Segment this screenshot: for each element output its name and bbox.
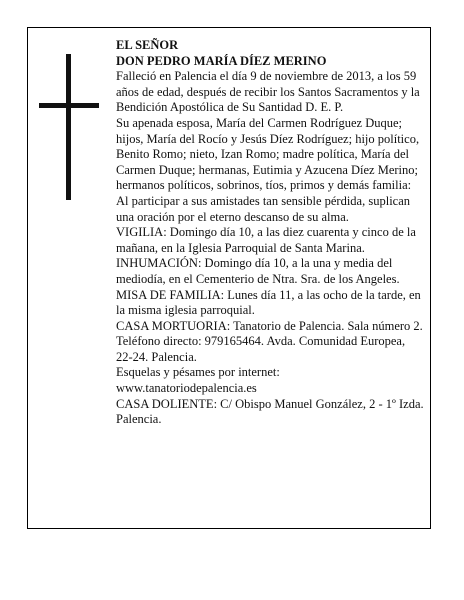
title-line-1: EL SEÑOR (116, 38, 179, 52)
family-home-info: CASA DOLIENTE: C/ Obispo Manuel González, 2 - 1º Izda. Palencia. (116, 396, 424, 427)
obituary-text (116, 38, 424, 428)
cross-vertical-bar (66, 54, 71, 200)
family-mass-info: MISA DE FAMILIA: Lunes día 11, a las ocho de la tarde, en la misma iglesia parroquial. (116, 287, 421, 318)
website-link[interactable]: www.tanatoriodepalencia.es (116, 381, 257, 396)
cross-horizontal-bar (39, 103, 99, 108)
cross-icon (39, 54, 99, 200)
internet-condolences-label: Esquelas y pésames por internet: (116, 365, 280, 380)
obituary-notice (27, 27, 431, 529)
prayer-request: Al participar a sus amistades tan sensible pérdida, suplican una oración por el eterno descanso de su alma. (116, 193, 411, 224)
funeral-home-info: CASA MORTUORIA: Tanatorio de Palencia. Sala número 2. Teléfono directo: 979165464. Avda. Comunidad Europea, 22-24. Palencia. (116, 318, 423, 364)
vigil-info: VIGILIA: Domingo día 10, a las diez cuarenta y cinco de la mañana, en la Iglesia Parroquial de Santa Marina. (116, 225, 416, 255)
family-list: Su apenada esposa, María del Carmen Rodríguez Duque; hijos, María del Rocío y Jesús Díez Rodríguez; hijo político, Benito Romo; nieto, Izan Romo; madre política, María del Carmen Duque; hermanas, Eutimia y Azucena Díez Merino; hermanos políticos, sobrinos, tíos, primos y demás familia: (116, 115, 420, 193)
death-announcement: Falleció en Palencia el día 9 de noviembre de 2013, a los 59 años de edad, después de recibir los Santos Sacramentos y la Bendición Apostólica de Su Santidad D. E. P. (116, 69, 420, 115)
deceased-name: DON PEDRO MARÍA DÍEZ MERINO (116, 53, 327, 68)
burial-info: INHUMACIÓN: Domingo día 10, a la una y media del mediodía, en el Cementerio de Ntra. Sra. de los Angeles. (116, 256, 400, 286)
